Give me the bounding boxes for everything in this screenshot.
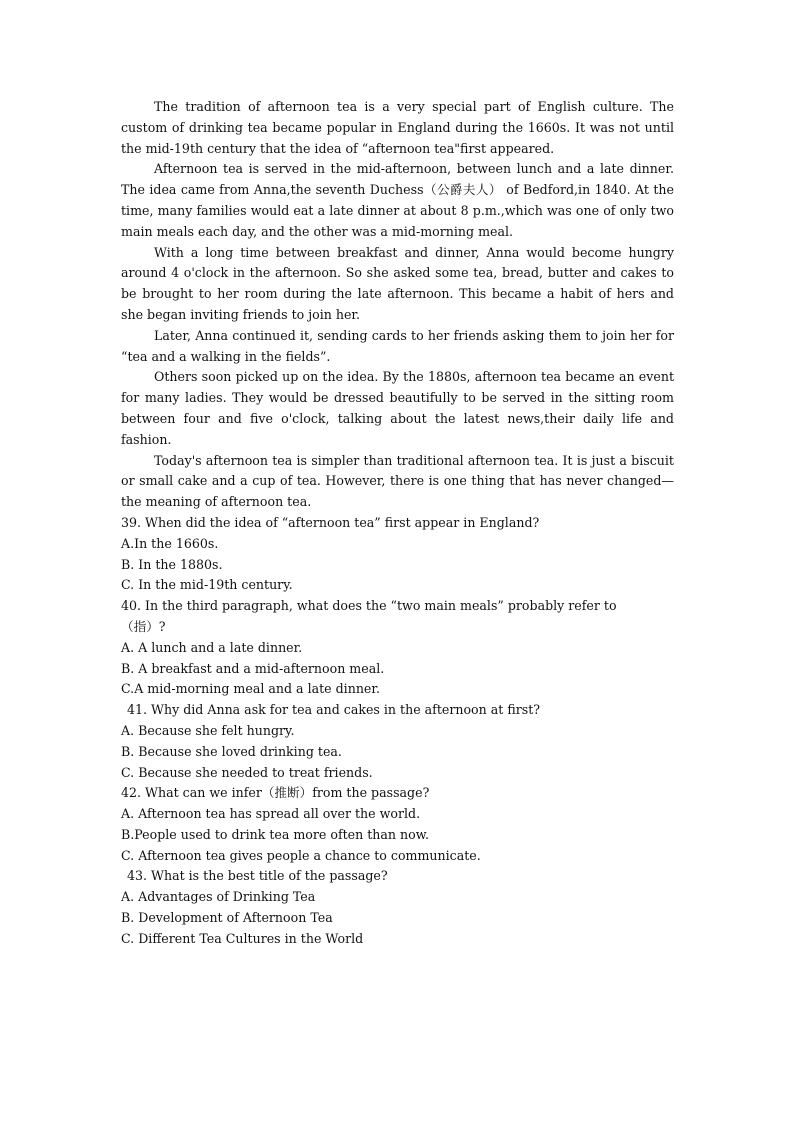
question-40 xyxy=(121,596,674,700)
option-c: C. In the mid-19th century. xyxy=(121,577,293,593)
option-c: C. Different Tea Cultures in the World xyxy=(121,930,364,946)
option-a: A. A lunch and a late dinner. xyxy=(121,639,303,655)
option-a: A. Because she felt hungry. xyxy=(121,722,295,738)
option-c: C.A mid-morning meal and a late dinner. xyxy=(121,681,381,697)
passage-paragraph-1: The tradition of afternoon tea is a very special part of English culture. The custom of drinking tea became popular in England during the 1660s. It was not until the mid-19th century that the idea of “afternoon tea"first appeared. xyxy=(121,99,674,156)
option-a: A.In the 1660s. xyxy=(121,535,219,551)
passage-paragraph-4: Later, Anna continued it, sending cards to her friends asking them to join her for “tea and a walking in the fields”. xyxy=(121,327,674,364)
option-b: B. A breakfast and a mid-afternoon meal. xyxy=(121,660,385,676)
option-b: B. Because she loved drinking tea. xyxy=(121,743,342,759)
reading-passage xyxy=(121,97,674,513)
passage-paragraph-5: Others soon picked up on the idea. By the 1880s, afternoon tea became an event for many ladies. They would be dressed beautifully to be served in the sitting room between four and five o'clock, talking about the latest news,their daily life and fashion. xyxy=(121,369,674,447)
question-39 xyxy=(121,513,674,596)
option-b: B. Development of Afternoon Tea xyxy=(121,910,333,926)
option-a: A. Advantages of Drinking Tea xyxy=(121,889,316,905)
question-stem: 39. When did the idea of “afternoon tea” first appear in England? xyxy=(121,514,540,530)
question-list xyxy=(121,513,674,950)
question-42 xyxy=(121,783,674,866)
option-b: B. In the 1880s. xyxy=(121,556,223,572)
question-stem: 41. Why did Anna ask for tea and cakes in the afternoon at first? xyxy=(127,702,541,718)
option-c: C. Afternoon tea gives people a chance to communicate. xyxy=(121,847,481,863)
option-c: C. Because she needed to treat friends. xyxy=(121,764,373,780)
question-stem: 43. What is the best title of the passage? xyxy=(127,868,388,884)
question-41 xyxy=(121,700,674,783)
option-b: B.People used to drink tea more often than now. xyxy=(121,826,430,842)
option-a: A. Afternoon tea has spread all over the world. xyxy=(121,806,421,822)
passage-paragraph-6: Today's afternoon tea is simpler than traditional afternoon tea. It is just a biscuit or small cake and a cup of tea. However, there is one thing that has never changed—the meaning of afternoon tea. xyxy=(121,452,674,510)
question-stem: 40. In the third paragraph, what does the “two main meals” probably refer to（指）? xyxy=(121,598,617,634)
question-stem: 42. What can we infer（推断）from the passage? xyxy=(121,785,430,801)
question-43 xyxy=(121,866,674,949)
passage-paragraph-3: With a long time between breakfast and dinner, Anna would become hungry around 4 o'clock in the afternoon. So she asked some tea, bread, butter and cakes to be brought to her room during the late afternoon. This became a habit of hers and she began inviting friends to join her. xyxy=(121,244,674,322)
document-page xyxy=(121,97,674,950)
passage-paragraph-2: Afternoon tea is served in the mid-afternoon, between lunch and a late dinner. The idea came from Anna,the seventh Duchess（公爵夫人） of Bedford,in 1840. At the time, many families would eat a late dinner at about 8 p.m.,which was one of only two main meals each day, and the other was a mid-morning meal. xyxy=(121,161,674,239)
